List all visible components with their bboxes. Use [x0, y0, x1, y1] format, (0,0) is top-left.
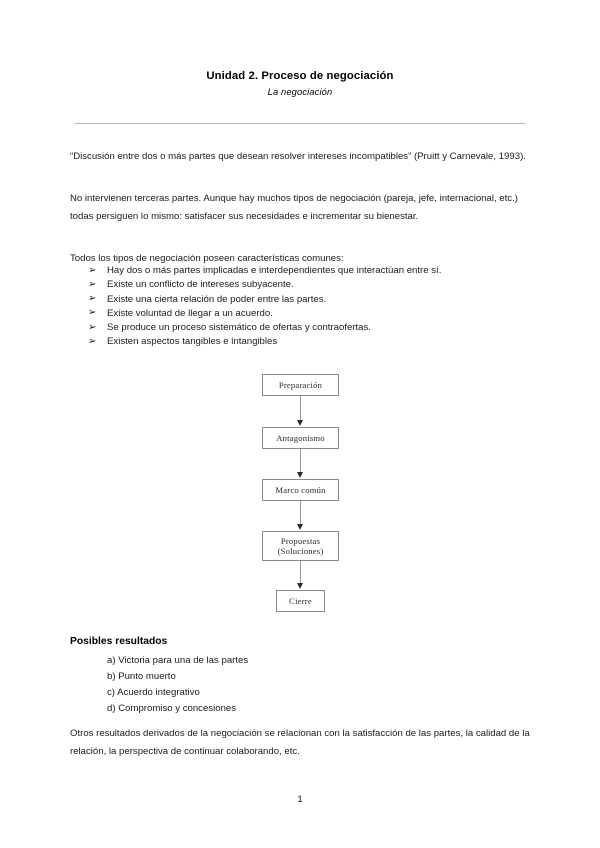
list-item: [88, 307, 528, 321]
flow-step-label: Preparación: [278, 379, 323, 390]
list-item: b) Punto muerto: [107, 671, 176, 683]
flow-connector: [300, 449, 301, 474]
flow-step-label: Propuestas: [280, 535, 321, 546]
flow-step-antagonismo: [262, 427, 339, 449]
arrow-bullet-icon: ➢: [88, 321, 97, 333]
arrow-bullet-icon: ➢: [88, 307, 97, 319]
arrow-bullet-icon: ➢: [88, 278, 97, 290]
paragraph-caracteristicas-intro: Todos los tipos de negociación poseen características comunes:: [70, 253, 344, 264]
list-item-label: Se produce un proceso sistemático de ofertas y contraofertas.: [107, 322, 371, 334]
list-item-label: Existe una cierta relación de poder entre las partes.: [107, 293, 327, 305]
flow-step-marco-comun: [262, 479, 339, 501]
page-number: 1: [297, 794, 303, 805]
paragraph-definition-quote: “Discusión entre dos o más partes que desean resolver intereses incompatibles” (Pruitt y Carnevale, 1993).: [70, 151, 526, 162]
flow-step-propuestas: [262, 531, 339, 561]
negotiation-process-flowchart: [240, 372, 370, 622]
page-title: Unidad 2. Proceso de negociación: [206, 70, 394, 82]
arrow-bullet-icon: ➢: [88, 293, 97, 305]
page-subtitle: La negociación: [267, 87, 333, 97]
header-divider: [75, 123, 525, 124]
flow-step-label: Cierre: [289, 595, 312, 606]
list-item: c) Acuerdo integrativo: [107, 687, 200, 699]
list-item-label: Hay dos o más partes implicadas e interdependientes que interactúan entre sí.: [107, 265, 442, 276]
arrow-down-icon: [297, 472, 303, 478]
paragraph-terceras-partes: No intervienen terceras partes. Aunque hay muchos tipos de negociación (pareja, jefe, internacional, etc.) todas persiguen lo mismo: satisfacer sus necesidades e incrementar su bienestar.: [70, 193, 518, 222]
flow-connector: [300, 396, 301, 422]
list-item: [88, 335, 528, 349]
flow-step-preparacion: [262, 374, 339, 396]
flow-step-label: Antagonismo: [276, 432, 325, 443]
arrow-down-icon: [297, 583, 303, 589]
list-item-label: Existe voluntad de llegar a un acuerdo.: [107, 307, 273, 319]
arrow-down-icon: [297, 524, 303, 530]
flow-step-cierre: [276, 590, 325, 612]
arrow-bullet-icon: ➢: [88, 335, 97, 347]
results-list: [107, 653, 507, 717]
flow-step-label: Marco común: [275, 484, 326, 495]
list-item: [88, 264, 528, 278]
list-item-label: Existen aspectos tangibles e intangibles: [107, 336, 278, 348]
flow-connector: [300, 501, 301, 525]
list-item: a) Victoria para una de las partes: [107, 655, 249, 666]
list-item: [88, 293, 528, 307]
list-item: [88, 278, 528, 292]
list-item: d) Compromiso y concesiones: [107, 703, 237, 715]
characteristics-list: [88, 264, 528, 350]
list-item: [88, 321, 528, 335]
list-item-label: Existe un conflicto de intereses subyacente.: [107, 279, 294, 291]
flow-connector: [300, 561, 301, 584]
arrow-bullet-icon: ➢: [88, 264, 97, 276]
paragraph-otros-resultados: Otros resultados derivados de la negociación se relacionan con la satisfacción de las partes, la calidad de la relación, la perspectiva de continuar colaborando, etc.: [70, 728, 530, 757]
section-heading-posibles-resultados: Posibles resultados: [70, 636, 168, 647]
flow-step-sublabel: (Soluciones): [277, 546, 324, 556]
arrow-down-icon: [297, 420, 303, 426]
